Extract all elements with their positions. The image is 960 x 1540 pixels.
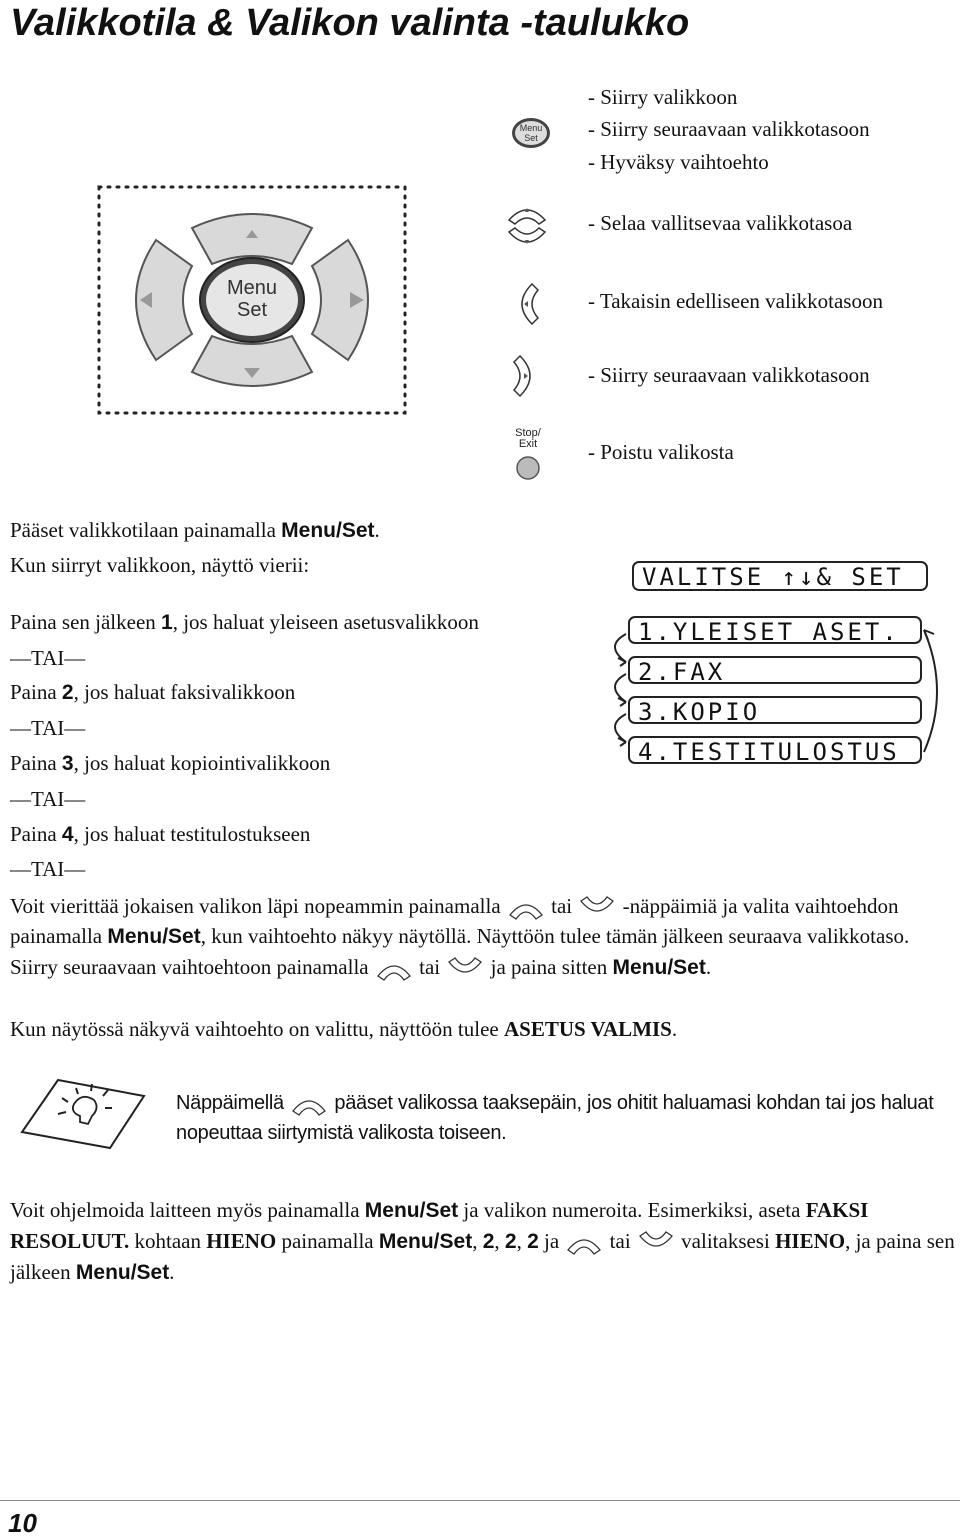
done-period: . [671, 1017, 678, 1041]
desc-stop: - Poistu valikosta [588, 440, 734, 464]
or-2: —TAI— [10, 716, 86, 740]
final-text-a: Voit ohjelmoida laitteen myös painamalla [10, 1198, 365, 1222]
option-3 [10, 751, 330, 776]
desc-menu-1: - Siirry valikkoon [588, 85, 738, 109]
faksi-resoluut: FAKSI RESOLUUT. [10, 1198, 869, 1253]
scroll-text-7: ja paina sitten [490, 955, 613, 980]
option-1-text-end: , jos haluat yleiseen asetusvalikkoon [172, 610, 479, 634]
comma-1: , [472, 1229, 483, 1253]
desc-menu-2: - Siirry seuraavaan valikkotasoon [588, 117, 870, 141]
option-1-text: Paina sen jälkeen [10, 610, 162, 634]
up-key-inline-icon [506, 895, 546, 921]
final-text-s: , ja paina sen jälkeen [10, 1229, 955, 1284]
option-3-text-end: , jos haluat kopiointivalikkoon [73, 751, 331, 775]
hieno-2: HIENO [775, 1229, 846, 1253]
asetus-valmis: ASETUS VALMIS [503, 1017, 672, 1041]
lcd-item-2: 2.FAX [628, 656, 922, 684]
desc-menu-3: - Hyväksy vaihtoehto [588, 150, 769, 174]
left-key-icon [510, 282, 544, 331]
lcd-top: VALITSE ↑↓& SET [632, 561, 928, 591]
stop-label: Stop/ [515, 427, 541, 439]
scroll-text-1: Voit vierittää jokaisen valikon läpi nopeammin painamalla [10, 894, 506, 918]
comma-2: , [494, 1229, 505, 1253]
option-2-key: 2 [61, 681, 74, 704]
exit-label: Exit [518, 438, 538, 450]
set-small-label: Set [524, 133, 538, 143]
up-key [192, 214, 312, 264]
keypad-illustration [96, 184, 408, 416]
page-title: Valikkotila & Valikon valinta -taulukko [10, 2, 690, 44]
tip-note [176, 1088, 956, 1148]
footer-divider [0, 1500, 960, 1501]
intro-period: . [374, 518, 380, 542]
scroll-menu-set-2: Menu/Set [612, 956, 706, 980]
or-1: —TAI— [10, 646, 86, 670]
final-text-p: tai [609, 1229, 636, 1253]
lcd-item-3: 3.KOPIO [628, 696, 922, 724]
option-4-key: 4 [61, 823, 74, 846]
stop-exit-key-icon [508, 428, 548, 484]
scroll-text-2: tai [551, 894, 578, 918]
page-number: 10 [8, 1508, 37, 1538]
scroll-text-6: tai [419, 955, 446, 980]
option-2 [10, 680, 295, 705]
scroll-text-5: , kun vaihtoehto näkyy näytöllä. Näyttöön tulee tämän jälkeen seuraava valikkotaso. Siirry seuraavaan vaihtoehtoon painamalla [10, 924, 910, 980]
intro-line-2: Kun siirryt valikkoon, näyttö vierii: [10, 553, 310, 577]
down-key [192, 336, 312, 386]
option-4-text-end: , jos haluat testitulostukseen [73, 822, 311, 846]
set-label: Set [236, 299, 268, 321]
down-key-inline-icon [577, 895, 617, 921]
right-key-icon [508, 354, 542, 403]
option-4-text: Paina [10, 822, 62, 846]
down-key-inline-icon-2 [445, 956, 485, 982]
down-key-inline-icon-3 [636, 1230, 676, 1256]
menu-set-key-icon [510, 116, 552, 150]
up-key-inline-icon-2 [374, 956, 414, 982]
scroll-arrows [598, 620, 958, 770]
final-text-e: kohtaan [129, 1229, 207, 1253]
menu-label: Menu [226, 277, 278, 299]
menu-set-key-name: Menu/Set [281, 519, 375, 542]
lightbulb-note-icon [18, 1074, 148, 1157]
desc-right: - Siirry seuraavaan valikkotasoon [588, 363, 870, 387]
option-3-text: Paina [10, 751, 62, 775]
scroll-text-9: . [705, 955, 712, 980]
option-4 [10, 822, 310, 847]
lcd-item-1: 1.YLEISET ASET. [628, 616, 922, 644]
final-text-g: painamalla [276, 1229, 379, 1253]
intro-text: Pääset valikkotilaan painamalla [10, 518, 282, 542]
or-3: —TAI— [10, 787, 86, 811]
lcd-item-4: 4.TESTITULOSTUS [628, 736, 922, 764]
or-4: —TAI— [10, 857, 86, 881]
note-text-1: Näppäimellä [176, 1092, 290, 1114]
menu-small-label: Menu [519, 123, 543, 133]
left-key-inline-icon [289, 1091, 329, 1117]
final-menu-set-2: Menu/Set [378, 1230, 473, 1253]
up-key-inline-icon-3 [564, 1230, 604, 1256]
desc-left: - Takaisin edelliseen valikkotasoon [588, 289, 883, 313]
option-2-text-end: , jos haluat faksivalikkoon [73, 680, 296, 704]
final-period: . [169, 1260, 175, 1284]
scroll-menu-set: Menu/Set [107, 925, 201, 949]
key-2-c: 2 [527, 1230, 539, 1253]
final-text-o: ja [538, 1229, 565, 1253]
scroll-paragraph [10, 891, 958, 983]
desc-updown: - Selaa vallitsevaa valikkotasoa [588, 211, 853, 235]
final-text-c: ja valikon numeroita. Esimerkiksi, aseta [458, 1198, 806, 1222]
comma-3: , [516, 1229, 528, 1253]
option-1 [10, 610, 479, 635]
note-text-2: pääset valikossa taaksepäin, jos ohitit haluamasi kohdan tai jos haluat nopeuttaa siirtymistä valikosta toiseen. [176, 1092, 934, 1144]
final-paragraph [10, 1195, 958, 1288]
done-paragraph [10, 1014, 958, 1044]
option-2-text: Paina [10, 680, 62, 704]
key-2-a: 2 [482, 1230, 495, 1253]
final-menu-set-1: Menu/Set [364, 1199, 459, 1222]
key-2-b: 2 [504, 1230, 517, 1253]
hieno-1: HIENO [206, 1229, 277, 1253]
option-3-key: 3 [61, 752, 74, 775]
intro-line-1 [10, 518, 380, 543]
option-1-key: 1 [161, 611, 173, 634]
down-key-icon [505, 226, 549, 265]
scroll-text-3: -näppäimiä ja valita vaihtoehdon painamalla [10, 894, 899, 949]
done-text: Kun näytössä näkyvä vaihtoehto on valittu, näyttöön tulee [10, 1017, 504, 1041]
final-menu-set-3: Menu/Set [75, 1261, 170, 1284]
final-text-q: valitaksesi [681, 1229, 776, 1253]
